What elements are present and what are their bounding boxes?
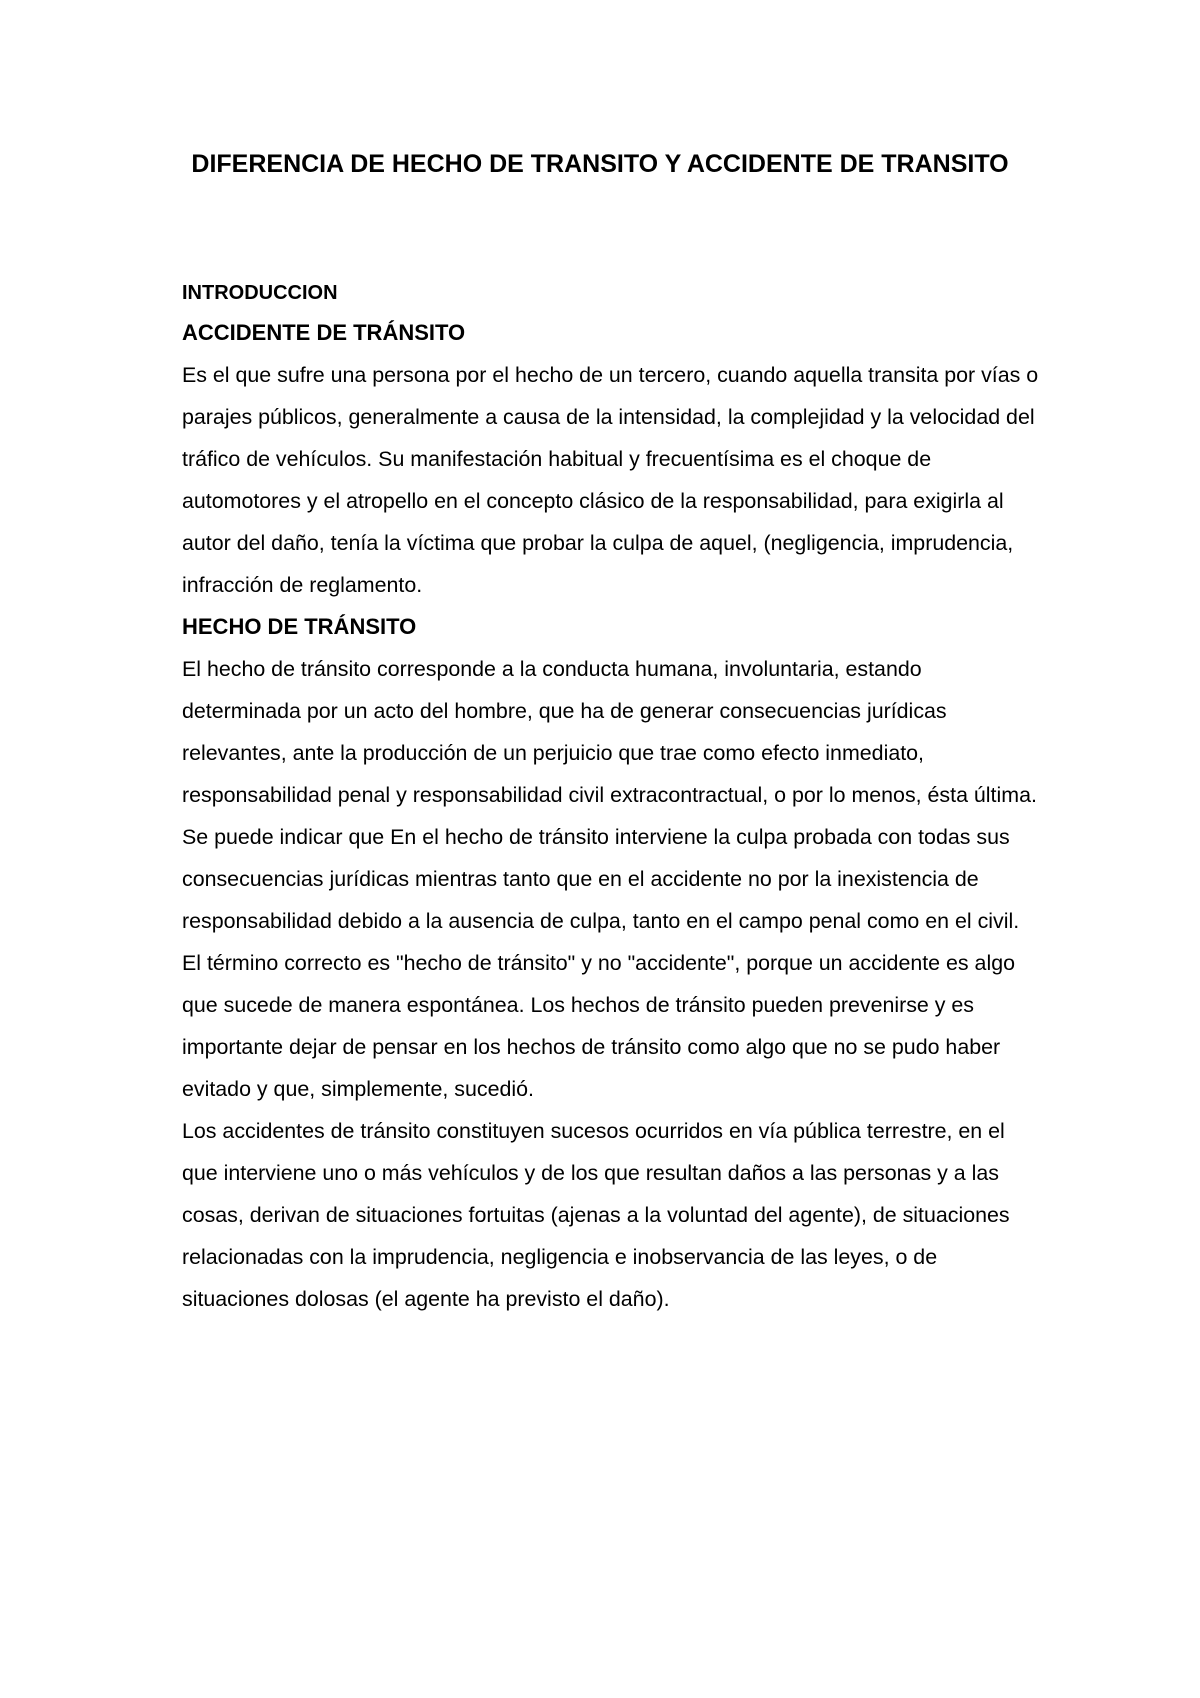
- document-body: [182, 274, 1042, 1320]
- document-title: DIFERENCIA DE HECHO DE TRANSITO Y ACCIDENTE DE TRANSITO: [191, 150, 1009, 178]
- paragraph: El hecho de tránsito corresponde a la conducta humana, involuntaria, estando determinada por un acto del hombre, que ha de generar consecuencias jurídicas relevantes, ante la producción de un perjuicio que trae como efecto inmediato, responsabilidad penal y responsabilidad civil extracontractual, o por lo menos, ésta última.: [182, 657, 1037, 807]
- paragraph: Los accidentes de tránsito constituyen sucesos ocurridos en vía pública terrestre, en el que interviene uno o más vehículos y de los que resultan daños a las personas y a las cosas, derivan de situaciones fortuitas (ajenas a la voluntad del agente), de situaciones relacionadas con la imprudencia, negligencia e inobservancia de las leyes, o de situaciones dolosas (el agente ha previsto el daño).: [182, 1119, 1010, 1311]
- intro-label: INTRODUCCION: [182, 282, 338, 304]
- paragraph: Se puede indicar que En el hecho de tránsito interviene la culpa probada con todas sus consecuencias jurídicas mientras tanto que en el accidente no por la inexistencia de responsabilidad debido a la ausencia de culpa, tanto en el campo penal como en el civil.: [182, 825, 1020, 933]
- paragraph: El término correcto es "hecho de tránsito" y no "accidente", porque un accidente es algo que sucede de manera espontánea. Los hechos de tránsito pueden prevenirse y es importante dejar de pensar en los hechos de tránsito como algo que no se pudo haber evitado y que, simplemente, sucedió.: [182, 951, 1016, 1101]
- section-heading-accidente: ACCIDENTE DE TRÁNSITO: [182, 320, 466, 345]
- paragraph: Es el que sufre una persona por el hecho de un tercero, cuando aquella transita por vías o parajes públicos, generalmente a causa de la intensidad, la complejidad y la velocidad del tráfico de vehículos. Su manifestación habitual y frecuentísima es el choque de automotores y el atropello en el concepto clásico de la responsabilidad, para exigirla al autor del daño, tenía la víctima que probar la culpa de aquel, (negligencia, imprudencia, infracción de reglamento.: [182, 363, 1039, 597]
- section-heading-hecho: HECHO DE TRÁNSITO: [182, 614, 417, 639]
